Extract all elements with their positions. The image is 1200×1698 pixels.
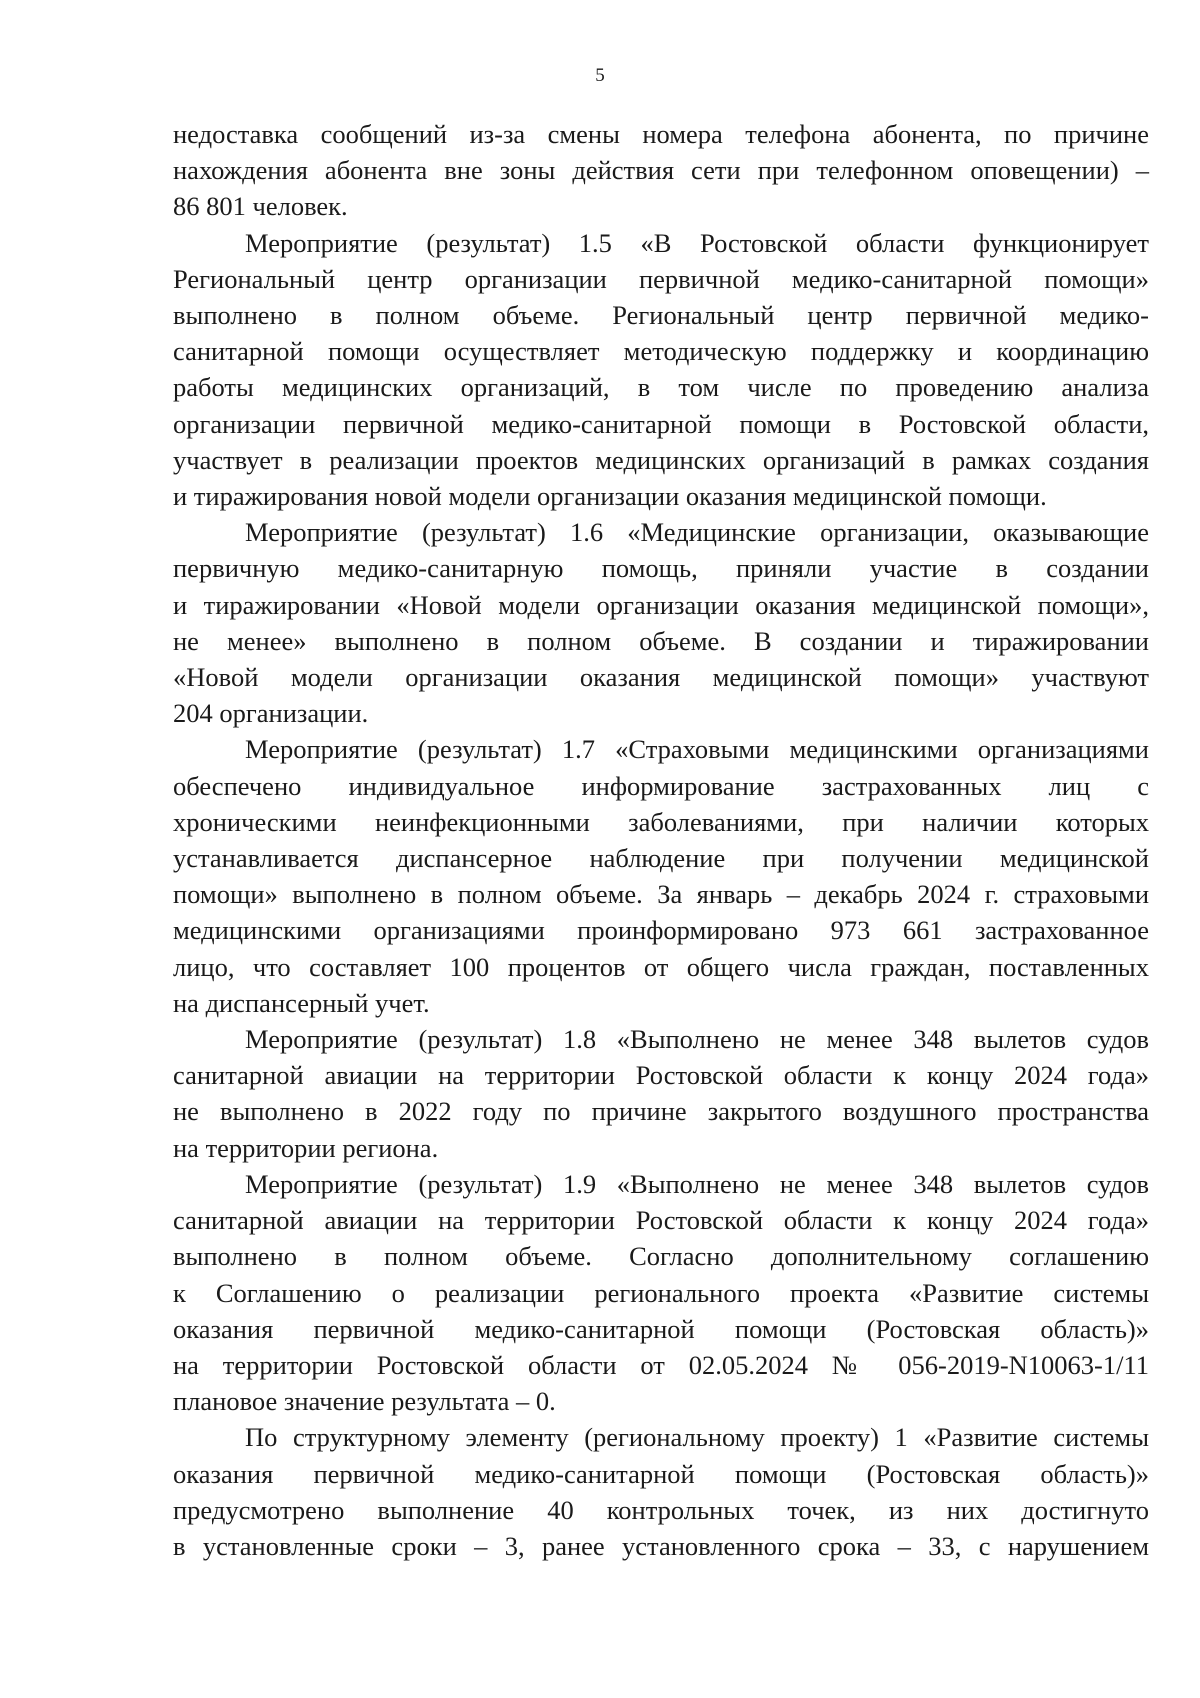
text-line: не выполнено в 2022 году по причине закрытого воздушного пространства bbox=[173, 1096, 1149, 1127]
text-line: участвует в реализации проектов медицинских организаций в рамках создания bbox=[173, 444, 1149, 475]
paragraph-measure-1-6 bbox=[173, 514, 1149, 731]
paragraph-measure-1-8 bbox=[173, 1021, 1149, 1166]
text-line: предусмотрено выполнение 40 контрольных точек, из них достигнуто bbox=[173, 1494, 1149, 1525]
text-line: оказания первичной медико-санитарной помощи (Ростовская область)» bbox=[173, 1458, 1149, 1489]
paragraph-structural-element-summary bbox=[173, 1419, 1149, 1564]
paragraph-message-delivery bbox=[173, 116, 1149, 225]
text-line: 86 801 человек. bbox=[173, 191, 348, 222]
text-line: и тиражировании «Новой модели организации оказания медицинской помощи», bbox=[173, 589, 1149, 620]
paragraph-measure-1-7 bbox=[173, 731, 1149, 1021]
text-line: работы медицинских организаций, в том числе по проведению анализа bbox=[173, 372, 1149, 403]
text-line: Мероприятие (результат) 1.7 «Страховыми медицинскими организациями bbox=[245, 734, 1149, 765]
text-line: Мероприятие (результат) 1.9 «Выполнено не менее 348 вылетов судов bbox=[245, 1168, 1149, 1199]
text-line: Мероприятие (результат) 1.6 «Медицинские организации, оказывающие bbox=[245, 517, 1149, 548]
text-line: устанавливается диспансерное наблюдение при получении медицинской bbox=[173, 843, 1149, 874]
text-line: Региональный центр организации первичной медико-санитарной помощи» bbox=[173, 263, 1149, 294]
text-line: обеспечено индивидуальное информирование застрахованных лиц с bbox=[173, 770, 1149, 801]
text-line: Мероприятие (результат) 1.8 «Выполнено не менее 348 вылетов судов bbox=[245, 1024, 1149, 1055]
text-line: санитарной авиации на территории Ростовской области к концу 2024 года» bbox=[173, 1205, 1149, 1236]
document-body bbox=[173, 116, 1149, 1564]
text-line: лицо, что составляет 100 процентов от общего числа граждан, поставленных bbox=[173, 951, 1149, 982]
text-line: По структурному элементу (региональному проекту) 1 «Развитие системы bbox=[245, 1422, 1149, 1453]
text-line: санитарной помощи осуществляет методическую поддержку и координацию bbox=[173, 336, 1149, 367]
text-line: хроническими неинфекционными заболеваниями, при наличии которых bbox=[173, 806, 1149, 837]
text-line: плановое значение результата – 0. bbox=[173, 1386, 556, 1417]
text-line: выполнено в полном объеме. Региональный центр первичной медико- bbox=[173, 300, 1149, 331]
text-line: не менее» выполнено в полном объеме. В создании и тиражировании bbox=[173, 625, 1149, 656]
text-line: на территории Ростовской области от 02.05.2024 № 056-2019-N10063-1/11 bbox=[173, 1349, 1149, 1380]
text-line: к Соглашению о реализации регионального проекта «Развитие системы bbox=[173, 1277, 1149, 1308]
text-line: нахождения абонента вне зоны действия сети при телефонном оповещении) – bbox=[173, 155, 1149, 186]
text-line: помощи» выполнено в полном объеме. За январь – декабрь 2024 г. страховыми bbox=[173, 879, 1149, 910]
text-line: Мероприятие (результат) 1.5 «В Ростовской области функционирует bbox=[245, 227, 1149, 258]
page-number: 5 bbox=[595, 65, 605, 86]
text-line: санитарной авиации на территории Ростовской области к концу 2024 года» bbox=[173, 1060, 1149, 1091]
text-line: на территории региона. bbox=[173, 1132, 439, 1163]
text-line: медицинскими организациями проинформировано 973 661 застрахованное bbox=[173, 915, 1149, 946]
text-line: и тиражирования новой модели организации оказания медицинской помощи. bbox=[173, 481, 1047, 512]
text-line: 204 организации. bbox=[173, 698, 369, 729]
text-line: оказания первичной медико-санитарной помощи (Ростовская область)» bbox=[173, 1313, 1149, 1344]
text-line: первичную медико-санитарную помощь, приняли участие в создании bbox=[173, 553, 1149, 584]
text-line: «Новой модели организации оказания медицинской помощи» участвуют bbox=[173, 662, 1149, 693]
text-line: недоставка сообщений из-за смены номера телефона абонента, по причине bbox=[173, 119, 1149, 149]
text-line: на диспансерный учет. bbox=[173, 987, 430, 1018]
paragraph-measure-1-5 bbox=[173, 225, 1149, 515]
text-line: в установленные сроки – 3, ранее установленного срока – 33, с нарушением bbox=[173, 1530, 1149, 1561]
text-line: выполнено в полном объеме. Согласно дополнительному соглашению bbox=[173, 1241, 1149, 1272]
text-line: организации первичной медико-санитарной помощи в Ростовской области, bbox=[173, 408, 1149, 439]
paragraph-measure-1-9 bbox=[173, 1166, 1149, 1419]
